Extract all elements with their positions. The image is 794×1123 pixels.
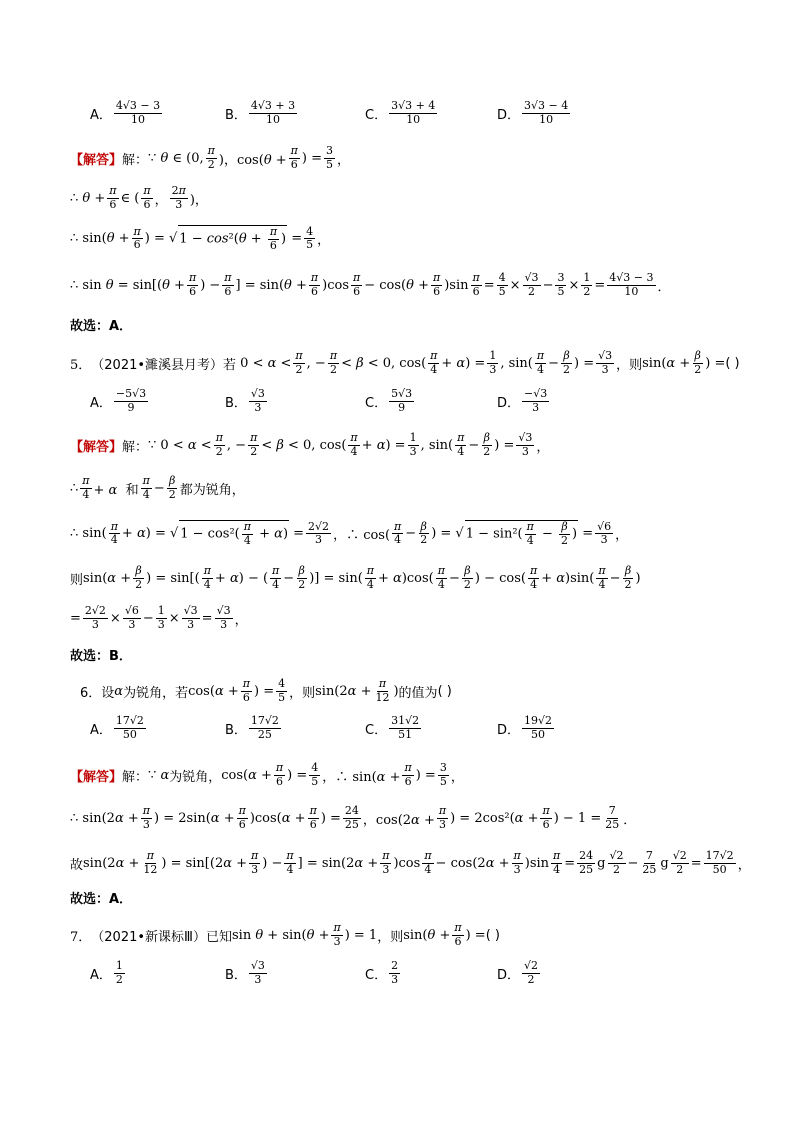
q4-option-d: D． $\frac{3√3 - 4}{10}$ [497, 99, 569, 126]
q7-option-d: D． $\frac{√2}{2}$ [497, 959, 539, 986]
q5-solution-line-4: 则 sin(α + $\frac{\beta}{2}$ ) = sin[( $\frac{\pi}{4}$ + α) − ( $\frac{\pi}{4}$ − $\frac{\beta}{2}$ )] = sin( $\frac{\pi}{4}$ + α)cos( $\frac{\pi}{4}$ − $\frac{\beta}{2}$ ) − cos( $\frac{\pi}{4}$ + α)sin( $\frac{\pi}{4}$ − $\frac{\beta}{2}$ ) [70, 564, 641, 591]
q5-solution-line-5: = $\frac{2√2}{3}$ × $\frac{√6}{3}$ − $\frac{1}{3}$ × $\frac{√3}{3}$ = $\frac{√3}{3}$ ， [70, 604, 248, 631]
q6-option-c: C． $\frac{31√2}{51}$ [365, 714, 420, 741]
q4-solution-line-2: ∴ θ + $\frac{\pi}{6}$ ∈ ( $\frac{\pi}{6}$ ， $\frac{2\pi}{3}$ )， [70, 184, 208, 211]
q7-option-c: C． $\frac{2}{3}$ [365, 959, 399, 986]
q5-solution-line-1: 【解答】 解： ∵ 0 < α < $\frac{\pi}{2}$ , − $\frac{\pi}{2}$ < β < 0, cos( $\frac{\pi}{4}$ + α) = $\frac{1}{3}$ , sin( $\frac{\pi}{4}$ − $\frac{\beta}{2}$ ) = $\frac{√3}{3}$ ， [70, 431, 550, 458]
q5-option-a: A． $\frac{-5√3}{9}$ [90, 387, 147, 414]
q4-solution-line-3: ∴ sin(θ + $\frac{\pi}{6}$ ) = √ 1 − cos²(θ + $\frac{\pi}{6}$ ) = $\frac{4}{5}$ ， [70, 224, 331, 252]
q5-option-b: B． $\frac{√3}{3}$ [225, 387, 265, 414]
q6-option-a: A． $\frac{17√2}{50}$ [90, 714, 144, 741]
q7-option-b: B． $\frac{√3}{3}$ [225, 959, 265, 986]
q6-solution-line-2: ∴ sin(2α + $\frac{\pi}{3}$ ) = 2sin(α + $\frac{\pi}{6}$ )cos(α + $\frac{\pi}{6}$ ) = $\frac{24}{25}$ ，cos(2α + $\frac{\pi}{3}$ ) = 2cos²(α + $\frac{\pi}{6}$ ) − 1 = $\frac{7}{25}$ ． [70, 804, 637, 831]
q6-option-d: D． $\frac{19√2}{50}$ [497, 714, 553, 741]
q7-option-a: A． $\frac{1}{2}$ [90, 959, 123, 986]
q4-solution-line-1: 【解答】 解： ∵ θ ∈ (0, $\frac{\pi}{2}$ )，cos(θ + $\frac{\pi}{6}$ ) = $\frac{3}{5}$ ， [70, 144, 351, 171]
q5-stem: 5． （2021•濉溪县月考）若 0 < α < $\frac{\pi}{2}$ , − $\frac{\pi}{2}$ < β < 0, cos( $\frac{\pi}{4}$ + α) = $\frac{1}{3}$ , sin( $\frac{\pi}{4}$ − $\frac{\beta}{2}$ ) = $\frac{√3}{3}$ ，则 sin(α + $\frac{\beta}{2}$ ) = ( ) [70, 349, 740, 376]
q6-solution-line-1: 【解答】 解： ∵ α 为锐角， cos(α + $\frac{\pi}{6}$ ) = $\frac{4}{5}$ ，∴ sin(α + $\frac{\pi}{6}$ ) = $\frac{3}{5}$ ， [70, 761, 464, 788]
q4-option-b: B． $\frac{4√3 + 3}{10}$ [225, 99, 296, 126]
q5-option-d: D． $\frac{-√3}{3}$ [497, 387, 548, 414]
q4-choice: 故选：A． [70, 319, 133, 334]
q4-solution-line-4: ∴ sin θ = sin[(θ + $\frac{\pi}{6}$ ) − $\frac{\pi}{6}$ ] = sin(θ + $\frac{\pi}{6}$ )cos $\frac{\pi}{6}$ − cos(θ + $\frac{\pi}{6}$ )sin $\frac{\pi}{6}$ = $\frac{4}{5}$ × $\frac{√3}{2}$ − $\frac{3}{5}$ × $\frac{1}{2}$ = $\frac{4√3 - 3}{10}$ ． [70, 271, 671, 298]
q5-option-c: C． $\frac{5√3}{9}$ [365, 387, 413, 414]
q4-option-a: A． $\frac{4√3 - 3}{10}$ [90, 99, 161, 126]
q4-option-c: C． $\frac{3√3 + 4}{10}$ [365, 99, 436, 126]
q7-stem: 7． （2021•新课标Ⅲ）已知 sin θ + sin(θ + $\frac{\pi}{3}$ ) = 1 ，则 sin(θ + $\frac{\pi}{6}$ ) = ( ) [70, 921, 500, 948]
q5-choice: 故选：B． [70, 649, 132, 664]
q6-choice: 故选：A． [70, 892, 133, 907]
q6-stem: 6．设 α 为锐角，若 cos(α + $\frac{\pi}{6}$ ) = $\frac{4}{5}$ ，则 sin(2α + $\frac{\pi}{12}$ ) 的值为 ( ) [80, 677, 452, 704]
q6-option-b: B． $\frac{17√2}{25}$ [225, 714, 279, 741]
q5-solution-line-2: ∴ $\frac{\pi}{4}$ + α 和 $\frac{\pi}{4}$ − $\frac{\beta}{2}$ 都为锐角， [70, 474, 245, 501]
q5-solution-line-3: ∴ sin( $\frac{\pi}{4}$ + α) = √ 1 − cos²( $\frac{\pi}{4}$ + α) = $\frac{2√2}{3}$ ，∴ cos( $\frac{\pi}{4}$ − $\frac{\beta}{2}$ ) = √ 1 − sin²( $\frac{\pi}{4}$ − $\frac{\beta}{2}$ ) = $\frac{√6}{3}$ ， [70, 519, 629, 547]
q6-solution-line-3: 故 sin(2α + $\frac{\pi}{12}$ ) = sin[(2α + $\frac{\pi}{3}$ ) − $\frac{\pi}{4}$ ] = sin(2α + $\frac{\pi}{3}$ )cos $\frac{\pi}{4}$ − cos(2α + $\frac{\pi}{3}$ )sin $\frac{\pi}{4}$ = $\frac{24}{25}$ g $\frac{√2}{2}$ − $\frac{7}{25}$ g $\frac{√2}{2}$ = $\frac{17√2}{50}$ ， [70, 849, 751, 876]
